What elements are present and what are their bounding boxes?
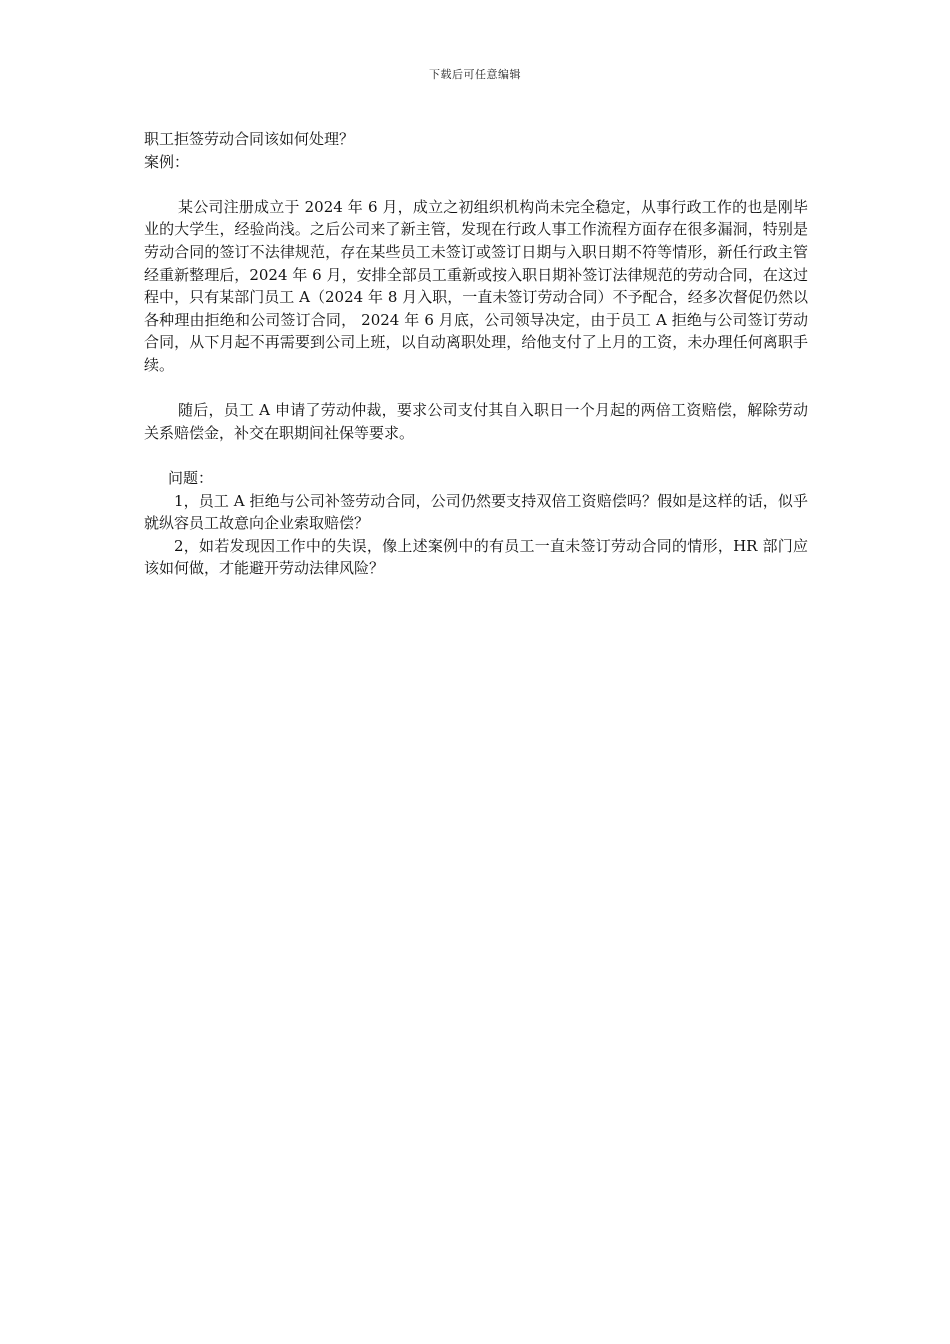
blank-line [144,173,808,196]
case-paragraph-2: 随后，员工 A 申请了劳动仲裁，要求公司支付其自入职日一个月起的两倍工资赔偿，解除劳动关系赔偿金，补交在职期间社保等要求。 [144,401,808,442]
case-label: 案例： [144,152,190,171]
question-2: 2，如若发现因工作中的失误，像上述案例中的有员工一直未签订劳动合同的情形，HR 部门应该如何做，才能避开劳动法律风险？ [144,536,808,578]
case-paragraph-1: 某公司注册成立于 2024 年 6 月，成立之初组织机构尚未完全稳定，从事行政工作的也是刚毕业的大学生，经验尚浅。之后公司来了新主管，发现在行政人事工作流程方面存在很多漏洞，特别是劳动合同的签订不法律规范，存在某些员工未签订或签订日期与入职日期不符等情形，新任行政主管经重新整理后，2024 年 6 月，安排全部员工重新或按入职日期补签订法律规范的劳动合同，在这过程中，只有某部门员工 A（2024 年 8 月入职，一直未签订劳动合同）不予配合，经多次督促仍然以各种理由拒绝和公司签订合同， 2024 年 6 月底，公司领导决定，由于员工 A 拒绝与公司签订劳动合同，从下月起不再需要到公司上班，以自动离职处理，给他支付了上月的工资，未办理任何离职手续。 [144,197,808,374]
document-title: 职工拒签劳动合同该如何处理？ [144,130,355,148]
questions-label: 问题： [168,468,214,487]
blank-line [144,377,808,400]
page-header-note: 下载后可任意编辑 [429,68,521,81]
question-1: 1，员工 A 拒绝与公司补签劳动合同，公司仍然要支持双倍工资赔偿吗？假如是这样的话，似乎就纵容员工故意向企业索取赔偿？ [144,491,808,533]
document-body [144,128,808,580]
blank-line [144,444,808,467]
